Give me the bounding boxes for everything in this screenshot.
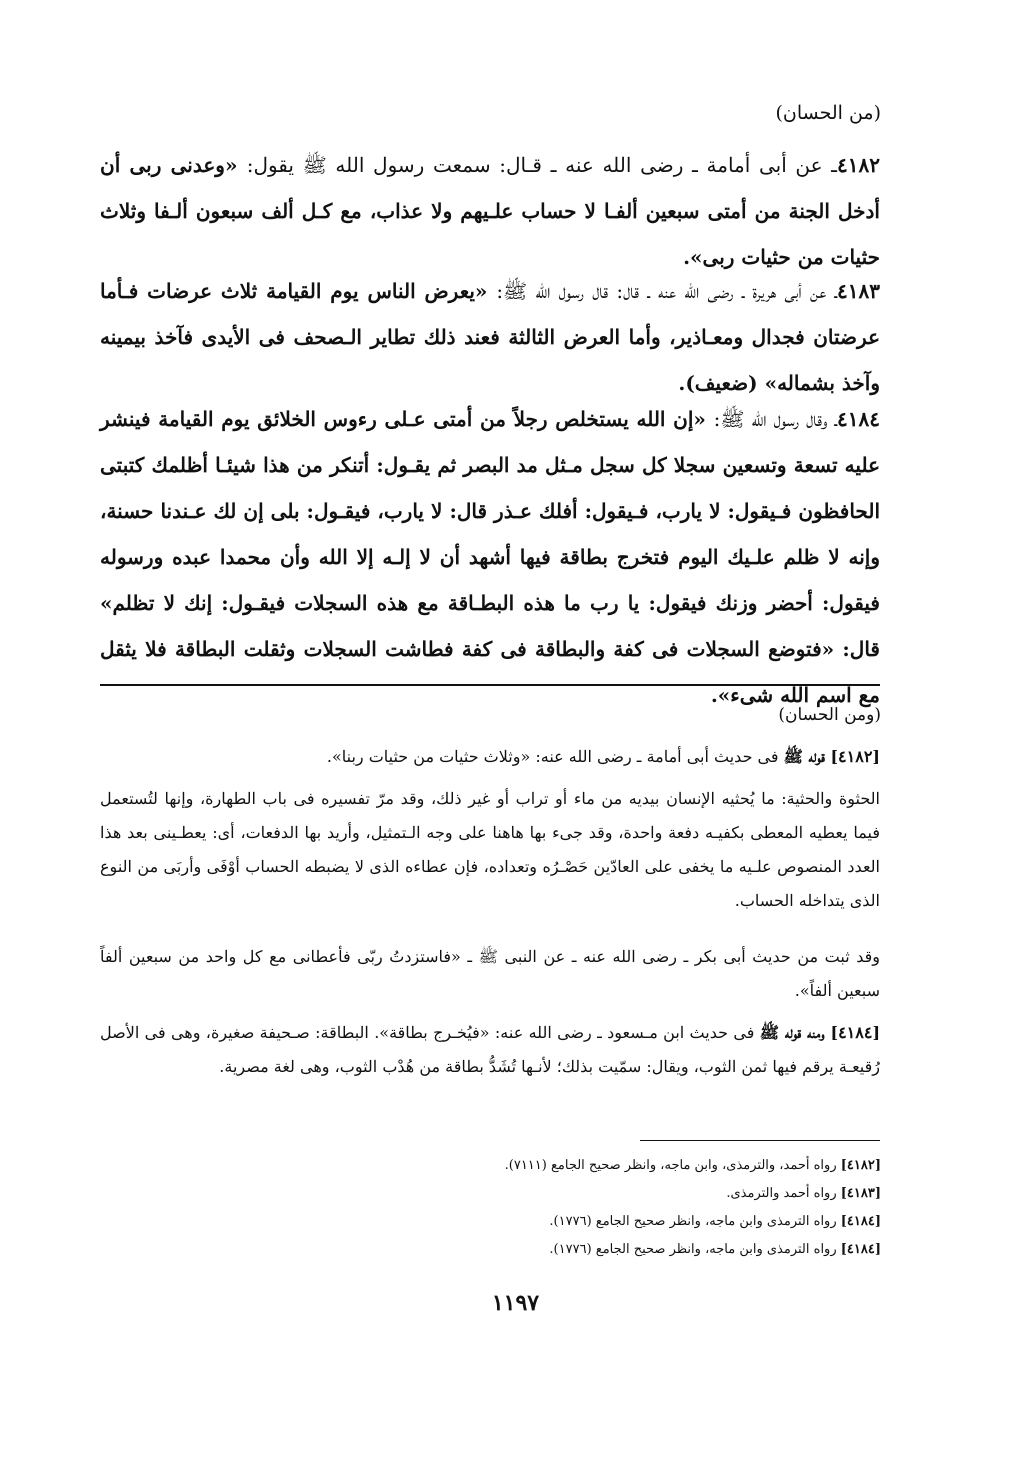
commentary-text: وقد ثبت من حديث أبى بكر ـ رضى الله عنه ـ عن النبى ﷺ ـ «فاستزدتُ ربّى فأعطانى مع كل واحد من سبعين ألفاً سبعين ألفاً». — [100, 947, 880, 1000]
footnote — [549, 1208, 881, 1236]
hadith-text: «إن الله يستخلص رجلاً من أمتى عـلى رءوس الخلائق يوم القيامة فينشر عليه تسعة وتسعين سجلا كل سجل مـثل مد البصر ثم يقـول: أتنكر من هذا شيئـا أظلمك كتبتى الحافظون فـيقول: لا يارب، فـيقول: أفلك عـذر قال: لا يارب، فيقـول: بلى إن لك عـندنا حسنة، وإنه لا ظلم علـيك اليوم فتخرج بطاقة فيها أشهد أن لا إلـه إلا الله وأن محمدا عبده ورسوله فيقول: أحضر وزنك فيقول: يا رب ما هذه البطـاقة مع هذه السجلات فيقـول: إنك لا تظلم» قال: «فتوضع السجلات فى كفة والبطاقة فى كفة فطاشت السجلات وثقلت البطاقة فلا يثقل مع اسم الله شىء». — [100, 407, 880, 707]
hadith-intro: ـ عن أبى أمامة ـ رضى الله عنه ـ قـال: سمعت رسول الله ﷺ يقول: — [246, 153, 838, 177]
hadith-number: ٤١٨٤ — [837, 407, 880, 431]
hadith-intro: ـ وقال رسول الله ﷺ: — [713, 407, 838, 431]
hadith-4183 — [100, 268, 880, 406]
footnote — [726, 1180, 881, 1208]
footnote-ref: [٤١٨٤] — [840, 1242, 881, 1257]
section-divider — [100, 684, 880, 686]
hadith-number: ٤١٨٣ — [837, 279, 881, 303]
hadith-4182 — [100, 142, 880, 280]
footnote-divider — [640, 1140, 880, 1141]
hadith-number: ٤١٨٢ — [837, 153, 881, 177]
hadith-4184 — [100, 396, 880, 718]
footnote-text: رواه أحمد، والترمذى، وابن ماجه، وانظر صحيح الجامع (٧١١١). — [504, 1158, 841, 1173]
hadith-text: «وعدنى ربى أن أدخل الجنة من أمتى سبعين ألفـا لا حساب علـيهم ولا عذاب، مع كـل ألف سبعون ألـفا وثلاث حثيات من حثيات ربى». — [100, 153, 880, 269]
commentary-heading: (ومن الحسان) — [778, 705, 881, 725]
footnote-ref: [٤١٨٢] — [840, 1158, 881, 1173]
commentary-paragraph — [100, 1016, 880, 1084]
hadith-text: «يعرض الناس يوم القيامة ثلاث عرضات فـأما عرضتان فجدال ومعـاذير، وأما العرض الثالثة فعند ذلك تطاير الـصحف فى الأيدى فآخذ بيمينه وآخذ بشماله» (ضعيف). — [100, 279, 880, 395]
commentary-paragraph — [100, 740, 880, 774]
footnote-ref: [٤١٨٤] — [840, 1214, 881, 1229]
commentary-ref: [٤١٨٤] ومنه قوله ﷺ — [759, 1023, 881, 1042]
section-heading: (من الحسان) — [775, 102, 881, 124]
page-number: ١١٩٧ — [491, 1290, 540, 1316]
commentary-text: فى حديث أبى أمامة ـ رضى الله عنه: «وثلاث حثيات من حثيات ربنا». — [326, 747, 784, 766]
commentary-paragraph — [100, 782, 880, 918]
commentary-ref: [٤١٨٢] قوله ﷺ — [783, 747, 880, 766]
footnote — [549, 1236, 881, 1264]
footnote-ref: [٤١٨٣] — [840, 1186, 881, 1201]
commentary-text: الحثوة والحثية: ما يُحثيه الإنسان بيديه من ماء أو تراب أو غير ذلك، وقد مرّ تفسيره فى باب الطهارة، وإنها لتُستعمل فيما يعطيه المعطى بكفيـه دفعة واحدة، وقد جىء بها هاهنا على وجه الـتمثيل، وأريد بها الدفعات، أى: يعطـينى بعد هذا العدد المنصوص علـيه ما يخفى على العادّين حَصْـرُه وتعداده، فإن عطاءه الذى لا يضبطه الحساب أوْفَى وأربَى من النوع الذى يتداخله الحساب. — [100, 789, 880, 910]
footnote — [505, 1152, 881, 1180]
footnote-text: رواه أحمد والترمذى. — [726, 1186, 841, 1201]
footnote-text: رواه الترمذى وابن ماجه، وانظر صحيح الجامع (١٧٧٦). — [549, 1242, 841, 1257]
commentary-paragraph — [100, 940, 880, 1008]
hadith-intro: ـ عن أبى هريرة ـ رضى الله عنه ـ قال: قال رسول الله ﷺ: — [496, 279, 838, 303]
footnote-text: رواه الترمذى وابن ماجه، وانظر صحيح الجامع (١٧٧٦). — [549, 1214, 841, 1229]
commentary-text: فى حديث ابن مـسعود ـ رضى الله عنه: «فيُخـرج بطاقة». البطاقة: صـحيفة صغيرة، وهى فى الأصل رُقيعـة يرقم فيها ثمن الثوب، ويقال: سمّيت بذلك؛ لأنـها تُشَدُّ بطاقة من هُدْب الثوب، وهى لغة مصرية. — [100, 1023, 880, 1076]
